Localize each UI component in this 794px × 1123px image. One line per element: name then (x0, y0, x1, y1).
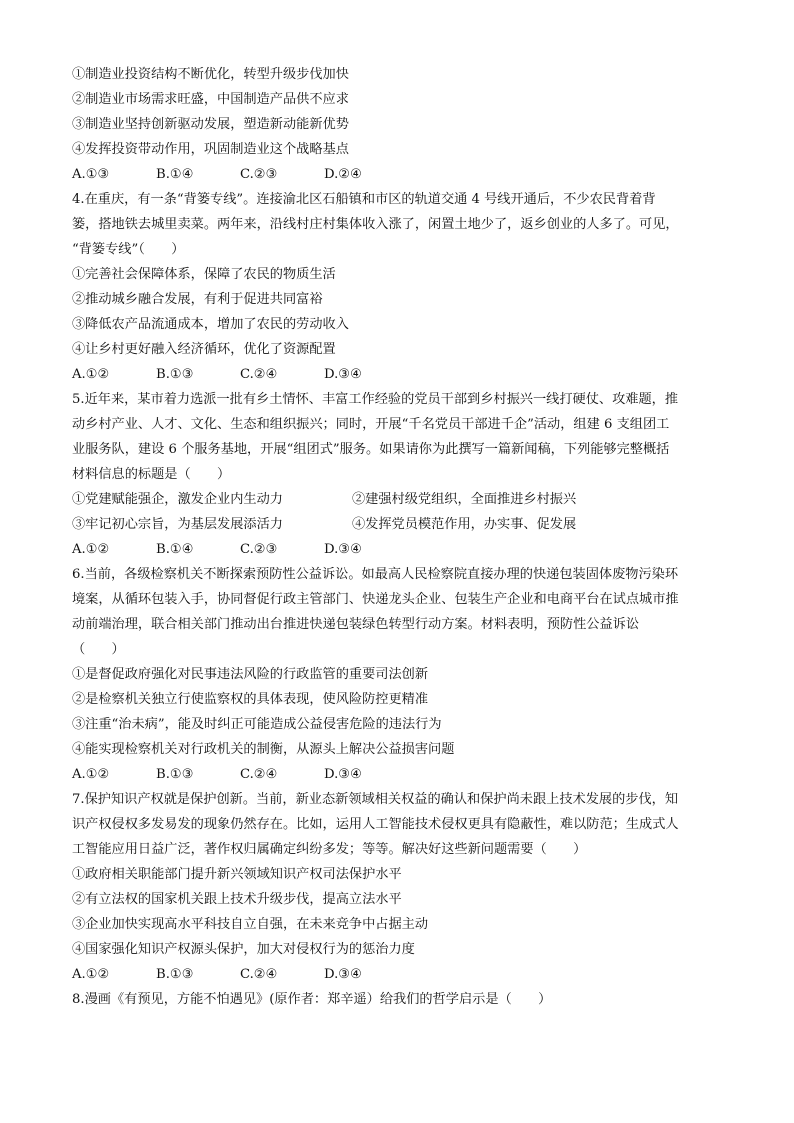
statement-1: ①党建赋能强企，激发企业内生动力 (72, 492, 283, 507)
statement-4: ④让乡村更好融入经济循环，优化了资源配置 (72, 342, 336, 357)
statement-row (72, 512, 732, 537)
question-8 (72, 987, 732, 1012)
statement-4: ④发挥投资带动作用，巩固制造业这个战略基点 (72, 142, 349, 157)
option-d: D.②④ (324, 167, 362, 182)
statement-2: ②制造业市场需求旺盛，中国制造产品供不应求 (72, 92, 349, 107)
option-d: D.③④ (324, 767, 362, 782)
statement-4: ④能实现检察机关对行政机关的制衡，从源头上解决公益损害问题 (72, 742, 455, 757)
answer-options (72, 162, 732, 187)
question-stem-line: （ ） (72, 642, 125, 657)
option-b: B.①③ (156, 967, 194, 982)
option-a: A.①② (72, 767, 110, 782)
question-stem-line: “背篓专线”（ ） (72, 242, 185, 257)
option-d: D.③④ (324, 367, 362, 382)
question-stem-line: 工智能应用日益广泛，著作权归属确定纠纷多发；等等。解决好这些新问题需要（ ） (72, 842, 587, 857)
statement-3: ③企业加快实现高水平科技自立自强，在未来竞争中占据主动 (72, 917, 429, 932)
option-c: C.②④ (240, 967, 278, 982)
question-stem-line: 4.在重庆，有一条“背篓专线”。连接渝北区石船镇和市区的轨道交通 4 号线开通后，不少农民背着背 (72, 192, 656, 207)
statement-4: ④国家强化知识产权源头保护，加大对侵权行为的惩治力度 (72, 942, 415, 957)
option-a: A.①③ (72, 167, 110, 182)
option-b: B.①④ (156, 542, 194, 557)
option-b: B.①③ (156, 767, 194, 782)
question-stem-line: 8.漫画《有预见，方能不怕遇见》(原作者：郑辛遥）给我们的哲学启示是（ ） (72, 992, 552, 1007)
statement-row (72, 487, 732, 512)
option-d: D.③④ (324, 967, 362, 982)
option-c: C.②④ (240, 767, 278, 782)
answer-options (72, 962, 732, 987)
exam-page (72, 62, 732, 1012)
question-6 (72, 562, 732, 787)
statement-3: ③牢记初心宗旨，为基层发展添活力 (72, 517, 283, 532)
option-a: A.①② (72, 542, 110, 557)
option-a: A.①② (72, 367, 110, 382)
answer-options (72, 762, 732, 787)
question-stem-line: 境案，从循环包装入手，协同督促行政主管部门、快递龙头企业、包装生产企业和电商平台在试点城市推 (72, 592, 679, 607)
statement-1: ①是督促政府强化对民事违法风险的行政监管的重要司法创新 (72, 667, 429, 682)
statement-2: ②是检察机关独立行使监察权的具体表现，使风险防控更精准 (72, 692, 429, 707)
statement-2: ②有立法权的国家机关跟上技术升级步伐，提高立法水平 (72, 892, 402, 907)
question-stem-line: 业服务队，建设 6 个服务基地，开展“组团式”服务。如果请你为此撰写一篇新闻稿，下列能够完整概括 (72, 442, 670, 457)
question-stem-line: 6.当前，各级检察机关不断探索预防性公益诉讼。如最高人民检察院直接办理的快递包装固体废物污染环 (72, 567, 679, 582)
question-stem-line: 5.近年来，某市着力选派一批有乡土情怀、丰富工作经验的党员干部到乡村振兴一线打硬仗、攻难题，推 (72, 392, 679, 407)
option-c: C.②④ (240, 367, 278, 382)
answer-options (72, 537, 732, 562)
question-4 (72, 187, 732, 387)
question-stem-line: 识产权侵权多发易发的现象仍然存在。比如，运用人工智能技术侵权更具有隐蔽性，难以防范；生成式人 (72, 817, 679, 832)
statement-1: ①政府相关职能部门提升新兴领域知识产权司法保护水平 (72, 867, 402, 882)
question-stem-line: 材料信息的标题是（ ） (72, 467, 231, 482)
option-c: C.②③ (240, 167, 278, 182)
statement-2: ②推动城乡融合发展，有利于促进共同富裕 (72, 292, 323, 307)
question-stem-line: 篓，搭地铁去城里卖菜。两年来，沿线村庄村集体收入涨了，闲置土地少了，返乡创业的人多了。可见， (72, 217, 679, 232)
question-stem-line: 动乡村产业、人才、文化、生态和组织振兴；同时，开展“千名党员干部进千企”活动，组建 6 支组团工 (72, 417, 670, 432)
option-b: B.①③ (156, 367, 194, 382)
question-3 (72, 62, 732, 187)
statement-1: ①完善社会保障体系，保障了农民的物质生活 (72, 267, 336, 282)
option-a: A.①② (72, 967, 110, 982)
statement-1: ①制造业投资结构不断优化，转型升级步伐加快 (72, 67, 349, 82)
statement-4: ④发挥党员模范作用，办实事、促发展 (352, 517, 577, 532)
answer-options (72, 362, 732, 387)
statement-3: ③降低农产品流通成本，增加了农民的劳动收入 (72, 317, 349, 332)
option-d: D.③④ (324, 542, 362, 557)
option-c: C.②③ (240, 542, 278, 557)
statement-2: ②建强村级党组织，全面推进乡村振兴 (352, 492, 577, 507)
question-5 (72, 387, 732, 562)
question-stem-line: 7.保护知识产权就是保护创新。当前，新业态新领域相关权益的确认和保护尚未跟上技术发展的步伐，知 (72, 792, 679, 807)
question-stem-line: 动前端治理，联合相关部门推动出台推进快递包装绿色转型行动方案。材料表明，预防性公益诉讼 (72, 617, 640, 632)
option-b: B.①④ (156, 167, 194, 182)
statement-3: ③制造业坚持创新驱动发展，塑造新动能新优势 (72, 117, 349, 132)
statement-3: ③注重“治未病”，能及时纠正可能造成公益侵害危险的违法行为 (72, 717, 442, 732)
question-7 (72, 787, 732, 987)
